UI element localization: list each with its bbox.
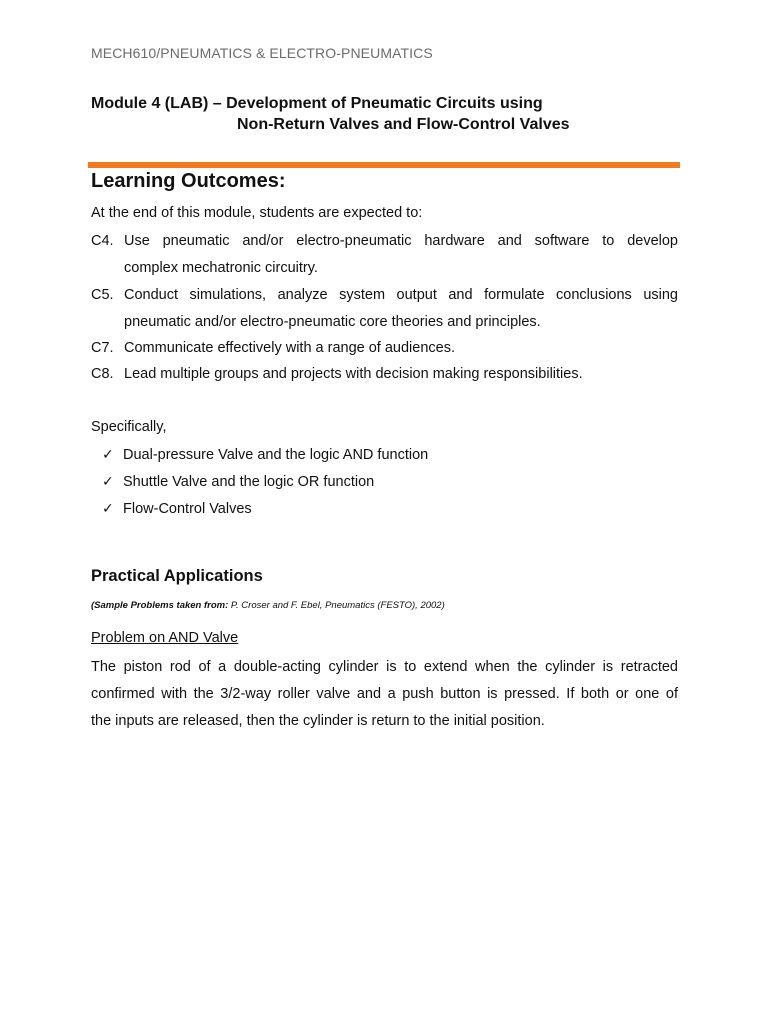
module-title: [91, 93, 691, 135]
problem-title: Problem on AND Valve: [91, 630, 239, 646]
sample-source-prefix: (Sample Problems taken from:: [91, 600, 229, 611]
outcome-code: C7.: [91, 340, 114, 356]
outcome-code: C8.: [91, 366, 114, 382]
outcome-code: C4.: [91, 233, 114, 249]
module-title-line1: Module 4 (LAB) – Development of Pneumatic Circuits using: [91, 95, 543, 112]
learning-outcomes-heading: Learning Outcomes:: [91, 170, 286, 192]
outcome-text-line1: Use pneumatic and/or electro-pneumatic hardware and software to develop: [124, 233, 678, 249]
outcomes-intro: At the end of this module, students are expected to:: [91, 205, 423, 221]
outcome-text-line1: Lead multiple groups and projects with decision making responsibilities.: [124, 366, 583, 382]
outcome-item-c5: [91, 282, 678, 336]
check-item-text: Shuttle Valve and the logic OR function: [123, 474, 375, 490]
outcome-text-line2: pneumatic and/or electro-pneumatic core theories and principles.: [124, 314, 541, 330]
check-item-text: Dual-pressure Valve and the logic AND function: [123, 447, 429, 463]
sample-source-citation: P. Croser and F. Ebel, Pneumatics (FESTO), 2002): [228, 600, 445, 611]
check-icon: ✓: [102, 446, 114, 462]
outcome-text-line2: complex mechatronic circuitry.: [124, 260, 318, 276]
check-icon: ✓: [102, 473, 114, 489]
outcome-text-line1: Conduct simulations, analyze system output and formulate conclusions using: [124, 287, 678, 303]
check-icon: ✓: [102, 500, 114, 516]
sample-source-note: [91, 600, 445, 611]
check-item-text: Flow-Control Valves: [123, 501, 252, 517]
problem-line: confirmed with the 3/2-way roller valve and a push button is pressed. If both or one of: [91, 686, 678, 702]
check-list-item: [102, 473, 374, 490]
outcome-text-line1: Communicate effectively with a range of audiences.: [124, 340, 455, 356]
specifically-label: Specifically,: [91, 419, 167, 435]
section-divider: [88, 162, 680, 168]
outcome-item-c8: [91, 361, 678, 388]
module-title-line2: Non-Return Valves and Flow-Control Valves: [237, 116, 570, 133]
problem-line: The piston rod of a double-acting cylinder is to extend when the cylinder is retracted: [91, 659, 678, 675]
check-list-item: [102, 500, 252, 517]
practical-applications-heading: Practical Applications: [91, 567, 263, 585]
check-list-item: [102, 446, 428, 463]
outcome-code: C5.: [91, 287, 114, 303]
outcome-item-c4: [91, 228, 678, 282]
problem-description: [91, 654, 678, 735]
problem-line: the inputs are released, then the cylinder is return to the initial position.: [91, 713, 545, 729]
outcome-item-c7: [91, 335, 678, 362]
course-header: MECH610/PNEUMATICS & ELECTRO-PNEUMATICS: [91, 45, 433, 61]
